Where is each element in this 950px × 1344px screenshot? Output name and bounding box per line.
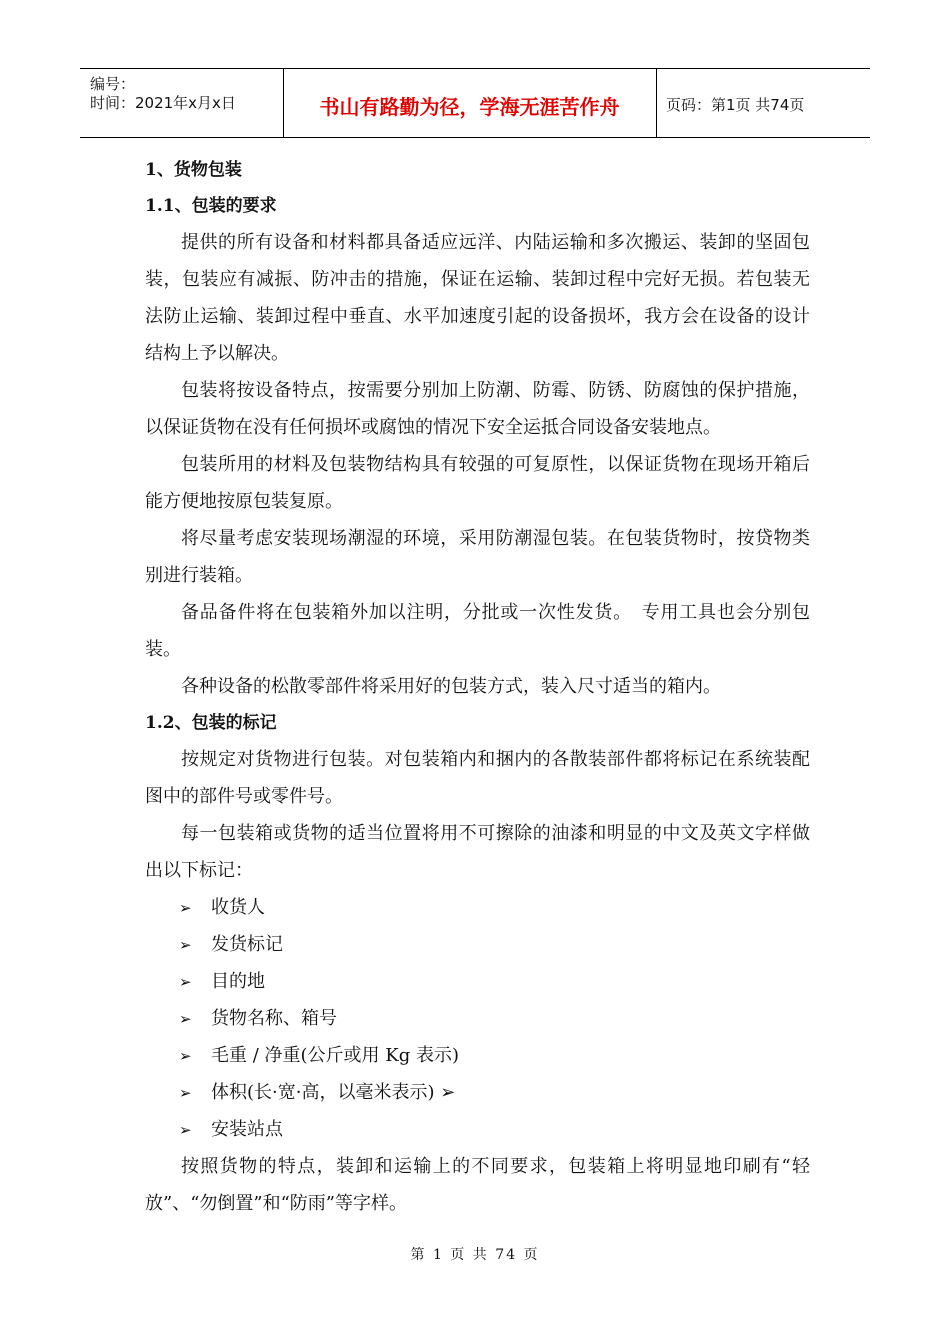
page-footer: 第 1 页 共 74 页 — [410, 1247, 540, 1263]
marking-list — [145, 889, 810, 1148]
list-item: ➢ 货物名称、箱号 — [179, 1000, 810, 1037]
header-page-cell — [656, 69, 870, 137]
document-number-label: 编号： — [90, 75, 136, 93]
list-item: ➢ 毛重 / 净重(公斤或用 Kg 表示) — [179, 1037, 810, 1074]
arrow-bullet-icon: ➢ — [179, 1121, 192, 1139]
paragraph: 按规定对货物进行包装。对包装箱内和捆内的各散装部件都将标记在系统装配图中的部件号或零件号。 — [145, 749, 810, 807]
section-heading-1-2: 1.2、包装的标记 — [145, 713, 277, 733]
arrow-bullet-icon: ➢ — [179, 1084, 192, 1102]
document-date-label: 时间：2021年x月x日 — [90, 94, 236, 112]
arrow-bullet-icon: ➢ — [179, 973, 192, 991]
list-item: ➢ 安装站点 — [179, 1111, 810, 1148]
arrow-bullet-icon: ➢ — [179, 936, 192, 954]
paragraph: 每一包装箱或货物的适当位置将用不可擦除的油漆和明显的中文及英文字样做出以下标记： — [145, 823, 810, 881]
header-page-code: 页码：第1页 共74页 — [666, 96, 805, 114]
header-motto: 书山有路勤为径，学海无涯苦作舟 — [319, 95, 620, 119]
list-item: ➢ 收货人 — [179, 889, 810, 926]
arrow-bullet-icon: ➢ — [179, 1010, 192, 1028]
arrow-bullet-icon: ➢ — [179, 899, 192, 917]
paragraph: 包装将按设备特点，按需要分别加上防潮、防霉、防锈、防腐蚀的保护措施，以保证货物在没有任何损坏或腐蚀的情况下安全运抵合同设备安装地点。 — [145, 380, 810, 438]
paragraph: 按照货物的特点，装卸和运输上的不同要求，包装箱上将明显地印刷有“轻放”、“勿倒置”和“防雨”等字样。 — [145, 1156, 810, 1214]
paragraph: 提供的所有设备和材料都具备适应远洋、内陆运输和多次搬运、装卸的坚固包装，包装应有减振、防冲击的措施，保证在运输、装卸过程中完好无损。若包装无法防止运输、装卸过程中垂直、水平加速度引起的设备损坏，我方会在设备的设计结构上予以解决。 — [145, 232, 810, 364]
section-heading-1-1: 1.1、包装的要求 — [145, 196, 277, 216]
header-info-cell — [80, 69, 284, 137]
header-motto-cell — [283, 69, 657, 137]
arrow-bullet-icon: ➢ — [179, 1047, 192, 1065]
list-item: ➢ 目的地 — [179, 963, 810, 1000]
section-heading-1: 1、货物包装 — [145, 160, 242, 180]
document-body — [145, 152, 810, 1222]
paragraph: 备品备件将在包装箱外加以注明，分批或一次性发货。 专用工具也会分别包装。 — [145, 602, 810, 660]
list-item: ➢ 发货标记 — [179, 926, 810, 963]
page-header — [80, 68, 870, 138]
paragraph: 各种设备的松散零部件将采用好的包装方式，装入尺寸适当的箱内。 — [181, 676, 721, 697]
paragraph: 将尽量考虑安装现场潮湿的环境，采用防潮湿包装。在包装货物时，按贷物类别进行装箱。 — [145, 528, 810, 586]
paragraph: 包装所用的材料及包装物结构具有较强的可复原性，以保证货物在现场开箱后能方便地按原包装复原。 — [145, 454, 810, 512]
list-item: ➢ 体积(长·宽·高，以毫米表示) ➢ — [179, 1074, 810, 1111]
